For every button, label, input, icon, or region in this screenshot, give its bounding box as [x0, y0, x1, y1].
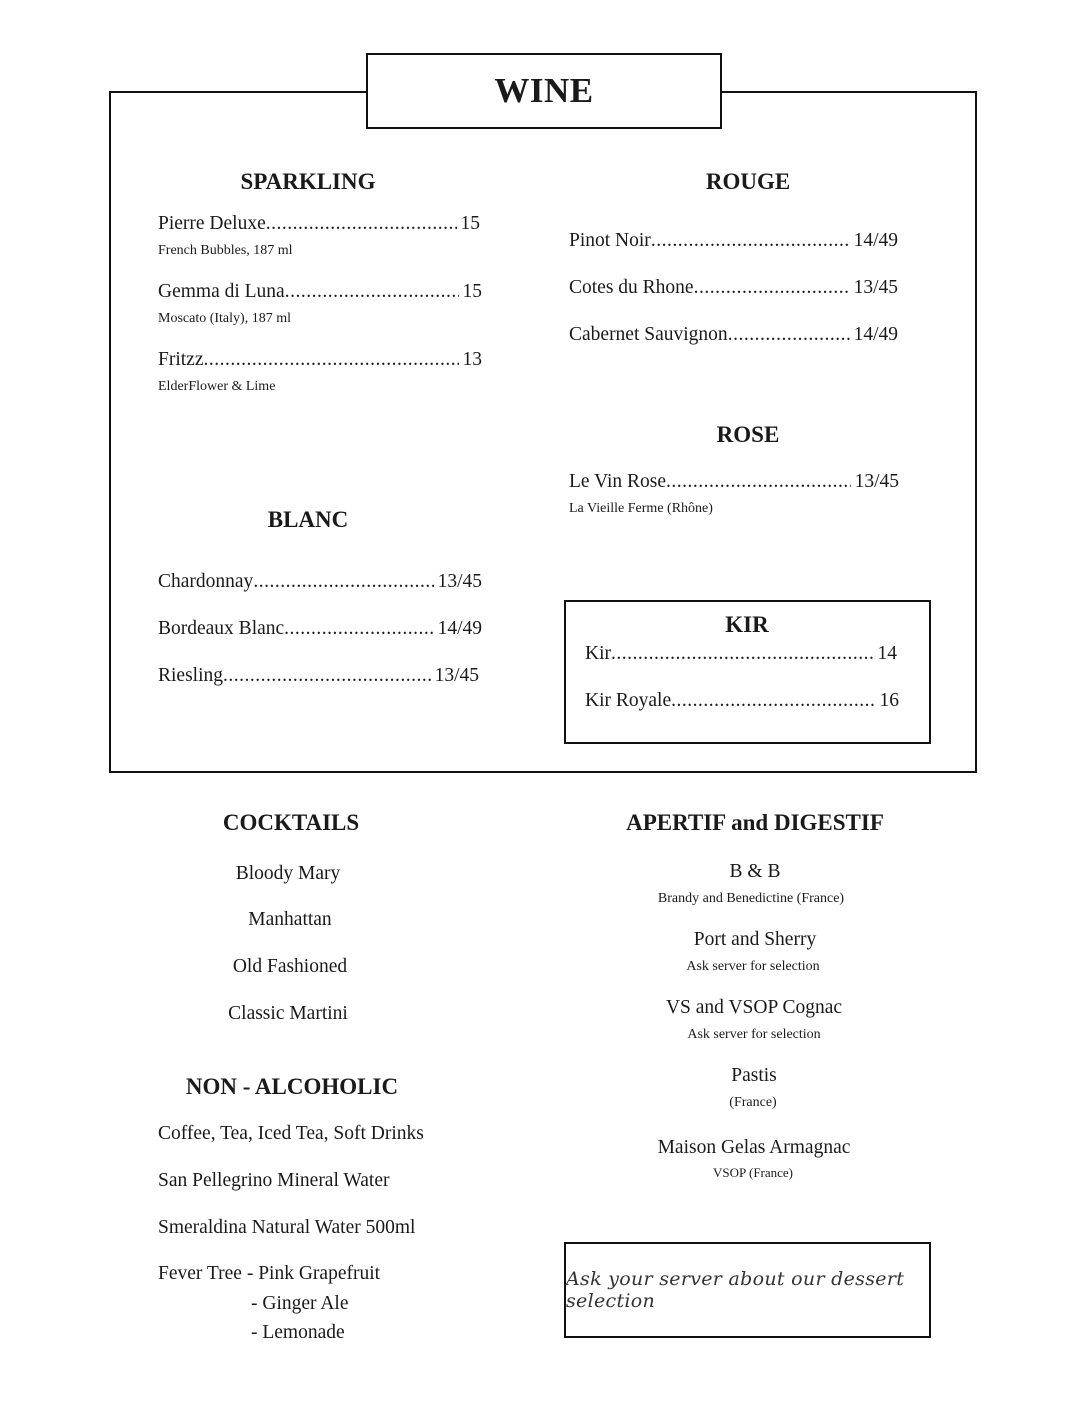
menu-item-cabernet-sauvignon	[569, 324, 898, 346]
item-price: 13/45	[434, 665, 479, 686]
item-price: 14	[877, 643, 897, 664]
menu-item-gemma-di-luna	[158, 281, 482, 303]
aperitif-item-description: VSOP (France)	[712, 1165, 794, 1180]
dessert-note: Ask your server about our dessert selection	[566, 1268, 905, 1312]
aperitif-item-name: Maison Gelas Armagnac	[657, 1137, 851, 1158]
aperitif-item-name: Pastis	[731, 1065, 777, 1086]
aperitif-item-name: Port and Sherry	[693, 929, 817, 950]
beverage-item: Smeraldina Natural Water 500ml	[158, 1217, 416, 1238]
item-name: Riesling	[158, 665, 224, 686]
item-price: 13/45	[437, 571, 482, 592]
item-description: French Bubbles, 187 ml	[158, 243, 293, 258]
item-description: Moscato (Italy), 187 ml	[158, 311, 291, 326]
rose-heading: ROSE	[716, 422, 780, 447]
aperitif-item-description: Ask server for selection	[686, 959, 820, 974]
dessert-note-box	[564, 1242, 931, 1338]
sparkling-heading: SPARKLING	[240, 169, 376, 194]
aperitif-heading: APERTIF and DIGESTIF	[626, 810, 884, 835]
non-alcoholic-heading: NON - ALCOHOLIC	[185, 1074, 399, 1099]
item-price: 15	[462, 281, 482, 302]
menu-item-pinot-noir	[569, 230, 898, 252]
menu-item-fritzz	[158, 349, 482, 371]
cocktail-item: Old Fashioned	[232, 956, 348, 977]
menu-item-chardonnay	[158, 571, 482, 593]
item-price: 13/45	[853, 277, 898, 298]
aperitif-item-description: (France)	[729, 1095, 777, 1110]
rouge-heading: ROUGE	[705, 169, 791, 194]
blanc-heading: BLANC	[267, 507, 349, 532]
beverage-item: Coffee, Tea, Iced Tea, Soft Drinks	[158, 1123, 424, 1144]
item-name: Bordeaux Blanc	[158, 618, 285, 639]
item-name: Cabernet Sauvignon	[569, 324, 728, 345]
item-name: Fritzz	[158, 349, 204, 370]
item-name: Le Vin Rose	[569, 471, 667, 492]
item-name: Kir	[585, 643, 611, 664]
item-name: Pinot Noir	[569, 230, 651, 251]
item-price: 14/49	[853, 324, 898, 345]
cocktails-heading: COCKTAILS	[222, 810, 360, 835]
aperitif-item-name: B & B	[729, 861, 781, 882]
cocktail-item: Classic Martini	[228, 1003, 348, 1024]
item-price: 15	[460, 213, 480, 234]
item-name: Gemma di Luna	[158, 281, 285, 302]
item-price: 13	[462, 349, 482, 370]
cocktail-item: Manhattan	[248, 909, 332, 930]
item-description: ElderFlower & Lime	[158, 379, 276, 394]
item-name: Cotes du Rhone	[569, 277, 694, 298]
beverage-item: Fever Tree - Pink Grapefruit	[158, 1263, 381, 1284]
menu-item-bordeaux-blanc	[158, 618, 482, 640]
aperitif-item-description: Brandy and Benedictine (France)	[657, 891, 845, 906]
item-price: 13/45	[854, 471, 899, 492]
page-title: WINE	[366, 53, 722, 129]
aperitif-item-description: Ask server for selection	[687, 1027, 821, 1042]
item-name: Kir Royale	[585, 690, 672, 711]
menu-item-pierre-deluxe	[158, 213, 480, 235]
menu-item-cotes-du-rhone	[569, 277, 898, 299]
kir-heading: KIR	[725, 612, 769, 637]
menu-item-kir-royale	[585, 690, 899, 712]
menu-item-le-vin-rose	[569, 471, 899, 493]
item-price: 14/49	[853, 230, 898, 251]
menu-item-riesling	[158, 665, 479, 687]
item-name: Pierre Deluxe	[158, 213, 266, 234]
item-price: 14/49	[437, 618, 482, 639]
beverage-item: - Ginger Ale	[251, 1293, 349, 1314]
item-price: 16	[879, 690, 899, 711]
menu-item-kir	[585, 643, 897, 665]
aperitif-item-name: VS and VSOP Cognac	[665, 997, 843, 1018]
item-name: Chardonnay	[158, 571, 254, 592]
item-description: La Vieille Ferme (Rhône)	[569, 501, 713, 516]
beverage-item: - Lemonade	[251, 1322, 345, 1343]
cocktail-item: Bloody Mary	[235, 863, 341, 884]
beverage-item: San Pellegrino Mineral Water	[158, 1170, 390, 1191]
